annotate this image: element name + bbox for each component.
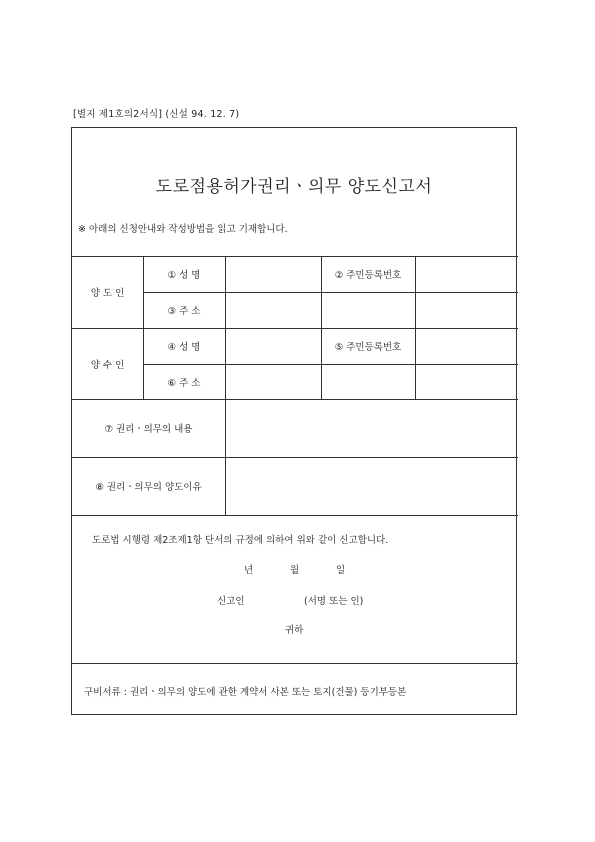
grid-line — [72, 663, 518, 664]
transfer-reason-field[interactable] — [225, 457, 518, 515]
form-notice: ※ 아래의 신청안내와 작성방법을 읽고 기재합니다. — [78, 224, 288, 235]
grid-line — [72, 515, 518, 516]
date-day-label: 일 — [336, 565, 346, 576]
transferee-name-label: ④ 성 명 — [167, 342, 201, 353]
reporter-label: 신고인 — [217, 596, 245, 607]
rights-content-field[interactable] — [225, 399, 518, 457]
transferee-id-field[interactable] — [415, 328, 518, 364]
transfer-report-form — [71, 127, 517, 715]
transfer-reason-label: ⑧ 권리ㆍ의무의 양도이유 — [95, 482, 202, 493]
rights-content-label: ⑦ 권리ㆍ의무의 내용 — [104, 424, 193, 435]
form-title: 도로점용허가권리ㆍ의무 양도신고서 — [155, 177, 433, 197]
transferee-address-field[interactable] — [225, 364, 518, 399]
transferor-address-field[interactable] — [225, 292, 518, 328]
transferor-id-label: ② 주민등록번호 — [334, 270, 402, 281]
transferor-address-label: ③ 주 소 — [167, 306, 201, 317]
date-year-label: 년 — [244, 565, 254, 576]
required-documents: 구비서류 : 권리ㆍ의무의 양도에 관한 계약서 사본 또는 토지(건물) 등기부등본 — [84, 687, 407, 698]
transferor-name-label: ① 성 명 — [167, 270, 201, 281]
transferee-label: 양 수 인 — [90, 359, 125, 371]
date-month-label: 월 — [290, 565, 300, 576]
transferee-name-field[interactable] — [225, 328, 321, 364]
transferee-id-label: ⑤ 주민등록번호 — [334, 342, 402, 353]
form-header-note: [별지 제1호의2서식] (신설 94. 12. 7) — [73, 109, 240, 120]
declaration-statement: 도로법 시행령 제2조제1항 단서의 규정에 의하여 위와 같이 신고합니다. — [92, 535, 389, 546]
transferee-address-label: ⑥ 주 소 — [167, 377, 201, 389]
signature-label: (서명 또는 인) — [304, 596, 364, 607]
transferor-label: 양 도 인 — [90, 288, 125, 299]
transferor-name-field[interactable] — [225, 256, 321, 292]
addressee-label: 귀하 — [285, 625, 304, 636]
transferor-id-field[interactable] — [415, 256, 518, 292]
